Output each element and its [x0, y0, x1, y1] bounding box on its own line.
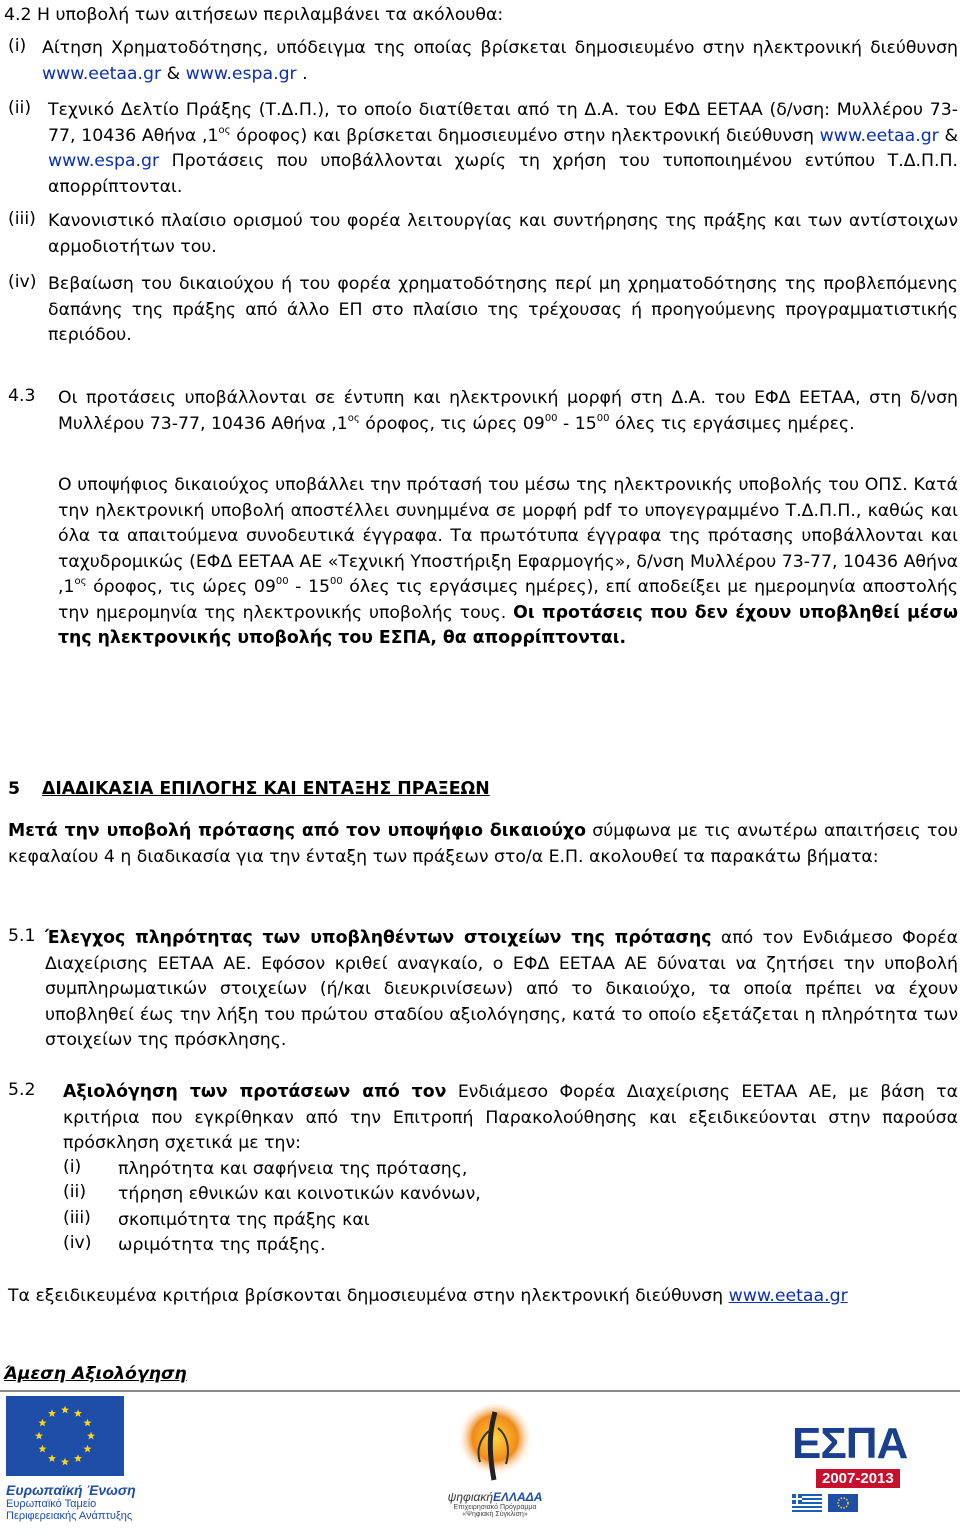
superscript: 00 [329, 576, 343, 587]
link-espa[interactable]: www.espa.gr [48, 151, 160, 171]
text: - 15 [557, 413, 597, 434]
digital-greece-title [440, 1490, 550, 1504]
period: . [296, 63, 308, 84]
criteria-list [63, 1157, 958, 1259]
eu-subtitle-2: Περιφερειακής Ανάπτυξης [6, 1510, 133, 1522]
section-body [58, 386, 958, 652]
item-text: σκοπιμότητα της πράξης και [118, 1209, 370, 1230]
espa-years-badge [816, 1469, 900, 1488]
item-number: (iv) [63, 1233, 92, 1253]
digital-figure-icon [450, 1400, 540, 1490]
section-5-1 [8, 926, 958, 1054]
list-item [63, 1208, 958, 1234]
link-eetaa[interactable]: www.eetaa.gr [42, 63, 162, 84]
digital-greece-sub-1: Επιχειρησιακό Πρόγραμμα [453, 1504, 537, 1511]
eu-logo [6, 1396, 146, 1532]
bold-text: Έλεγχος πληρότητας των υποβληθέντων στοιχείων της πρότασης [45, 928, 712, 948]
item-number: (iii) [63, 1207, 91, 1228]
item-text: Βεβαίωση του δικαιούχου ή του φορέα χρηματοδότησης περί μη χρηματοδότησης της προβλεπόμενης δαπάνης της πράξης από άλλο ΕΠ στο πλαίσιο της τρέχουσας ή προηγούμενης προγραμματιστικής περιόδου. [48, 274, 958, 345]
section-4-2-heading: 4.2 Η υποβολή των αιτήσεων περιλαμβάνει τα ακόλουθα: [4, 5, 504, 25]
direct-evaluation-heading [4, 1362, 187, 1388]
superscript: 00 [544, 412, 558, 424]
list-item-4-2-i [8, 36, 958, 87]
section-4-3-paragraph-2 [58, 473, 958, 652]
item-number: (i) [8, 36, 27, 56]
item-number: (ii) [8, 98, 32, 118]
digital-greece-logo [440, 1400, 550, 1532]
digital-greece-sub-2: «Ψηφιακή Σύγκλιση» [462, 1511, 528, 1518]
ampersand: & [938, 125, 958, 146]
section-number: 5.2 [8, 1080, 36, 1100]
link-espa[interactable]: www.espa.gr [185, 63, 297, 84]
item-text: πληρότητα και σαφήνεια της πρότασης, [118, 1158, 468, 1179]
section-5-2-text [63, 1080, 958, 1157]
item-text: Κανονιστικό πλαίσιο ορισμού του φορέα λειτουργίας και συντήρησης της πράξης και των αντίστοιχων αρμοδιοτήτων του. [48, 211, 958, 257]
item-text-part: Προτάσεις που υποβάλλονται χωρίς τη χρήση του τυποποιημένου εντύπου Τ.Δ.Π.Π. απορρίπτονται. [48, 151, 958, 197]
superscript: ος [347, 412, 360, 424]
section-number: 4.3 [8, 386, 36, 406]
footer-divider [0, 1390, 960, 1392]
section-number: 5 [8, 779, 21, 799]
espa-logo [792, 1420, 952, 1530]
section-4-3 [8, 386, 958, 652]
list-item-4-2-iii [8, 209, 958, 260]
section-5-2 [8, 1080, 958, 1259]
text: - 15 [288, 577, 330, 597]
text: όλες τις εργάσιμες ημέρες), επί αποδείξει με ημερομηνία αποστολής την ημερομηνία της ηλεκτρονικής υποβολής τους. [58, 577, 958, 623]
text: Ενδιάμεσο Φορέα Διαχείρισης ΕΕΤΑΑ ΑΕ, με βάση τα κριτήρια που εγκρίθηκαν από την Επιτροπή Παρακολούθησης και εξειδικεύονται στην παρούσα πρόσκληση σχετικά με την: [63, 1082, 958, 1153]
eu-subtitle-1: Ευρωπαϊκό Ταμείο [6, 1498, 97, 1510]
bold-text: Αξιολόγηση των προτάσεων από τον [63, 1082, 447, 1102]
text: Τα εξειδικευμένα κριτήρια βρίσκονται δημοσιευμένα στην ηλεκτρονική διεύθυνση [8, 1286, 729, 1306]
section-5-1-text [45, 926, 958, 1054]
bold-text: Μετά την υποβολή πρότασης από τον υποψήφιο δικαιούχο [8, 821, 586, 841]
item-text: τήρηση εθνικών και κοινοτικών κανόνων, [118, 1184, 481, 1204]
ampersand: & [161, 63, 186, 84]
text: Ο υποψήφιος δικαιούχος υποβάλλει την πρότασή του μέσω της ηλεκτρονικής υποβολής του ΟΠΣ. Κατά την ηλεκτρονική υποβολή αποστέλλει συνημμένα σε μορφή pdf το υπογεγραμμένο Τ.Δ.Π.Π., καθώς και όλα τα απαιτούμενα συνοδευτικά έγγραφα. Τα πρωτότυπα έγγραφα της πρότασης υποβάλλονται και ταχυδρομικώς (ΕΦΔ ΕΕΤΑΑ ΑΕ «Τεχνική Υποστήριξη Εφαρμογής», δ/νση Μυλλέρου 73-77, 10436 Αθήνα ,1 [58, 475, 958, 597]
item-text: ωριμότητα της πράξης. [118, 1235, 326, 1255]
text: από τον Ενδιάμεσο Φορέα Διαχείρισης ΕΕΤΑΑ ΑΕ. Εφόσον κριθεί αναγκαίο, ο ΕΦΔ ΕΕΤΑΑ ΑΕ δύναται να ζητήσει την υποβολή συμπληρωματικών στοιχείων (ή/και διευκρινίσεων) από το δικαιούχο, τα οποία πρέπει να έχουν υποβληθεί έως την λήξη του πρώτου σταδίου αξιολόγησης, κατά το οποίο εξετάζεται η πληρότητα των στοιχείων της πρόσκλησης. [45, 928, 958, 1050]
greek-flag-icon [792, 1494, 822, 1512]
superscript: ος [74, 576, 87, 587]
superscript: ος [218, 124, 231, 136]
title-part: ΕΛΛΑΔΑ [493, 1490, 543, 1504]
item-number: (iv) [8, 272, 37, 292]
item-text-part: όροφος) και βρίσκεται δημοσιευμένο στην ηλεκτρονική διεύθυνση [230, 125, 820, 146]
item-number: (iii) [8, 209, 36, 229]
section-5-intro [8, 819, 958, 870]
section-4-3-paragraph-1 [58, 386, 958, 437]
text: όλες τις εργάσιμες ημέρες. [609, 413, 855, 434]
eu-title: Ευρωπαϊκή Ένωση [6, 1482, 136, 1498]
item-number: (ii) [63, 1182, 87, 1202]
list-item [63, 1157, 958, 1183]
bold-italic-text: Άμεση Αξιολόγηση [4, 1364, 187, 1384]
item-text-part: Αίτηση Χρηματοδότησης, υπόδειγμα της οποίας βρίσκεται δημοσιευμένο στην ηλεκτρονική διεύθυνση [42, 38, 958, 58]
bold-text: Οι προτάσεις που δεν έχουν υποβληθεί μέσω της ηλεκτρονικής υποβολής του ΕΣΠΑ, θα απορρίπτονται. [58, 602, 958, 648]
criteria-note [8, 1284, 958, 1310]
list-item-4-2-iv [8, 272, 958, 349]
superscript: 00 [596, 412, 610, 424]
list-item [63, 1233, 958, 1259]
link-eetaa[interactable]: www.eetaa.gr [728, 1286, 848, 1306]
item-number: (i) [63, 1156, 82, 1177]
text: όροφος, τις ώρες 09 [359, 413, 545, 434]
item-text [48, 98, 958, 200]
list-item [63, 1182, 958, 1208]
section-number: 5.1 [8, 926, 36, 946]
espa-flags [792, 1494, 952, 1512]
superscript: 00 [275, 576, 289, 587]
item-text-part: Τεχνικό Δελτίο Πράξης (Τ.Δ.Π.), το οποίο διατίθεται από τη Δ.Α. του ΕΦΔ ΕΕΤΑΑ (δ/νση: Μυλλέρου 73-77, 10436 Αθήνα ,1 [48, 100, 958, 146]
text: σύμφωνα με τις ανωτέρω απαιτήσεις του κεφαλαίου 4 η διαδικασία για την ένταξη των πράξεων στο/α Ε.Π. ακολουθεί τα παρακάτω βήματα: [8, 821, 959, 867]
section-body [63, 1080, 958, 1259]
section-title: ΔΙΑΔΙΚΑΣΙΑ ΕΠΙΛΟΓΗΣ ΚΑΙ ΕΝΤΑΞΗΣ ΠΡΑΞΕΩΝ [42, 779, 490, 799]
link-eetaa[interactable]: www.eetaa.gr [819, 125, 939, 146]
text: όροφος, τις ώρες 09 [86, 577, 276, 597]
item-text [42, 36, 958, 87]
eu-flag-small-icon [828, 1494, 858, 1512]
eu-flag-icon [6, 1396, 124, 1476]
text: Οι προτάσεις υποβάλλονται σε έντυπη και ηλεκτρονική μορφή στη Δ.Α. του ΕΦΔ ΕΕΤΑΑ, στη δ/νση Μυλλέρου 73-77, 10436 Αθήνα ,1 [58, 388, 958, 434]
espa-years: 2007-2013 [822, 1470, 894, 1487]
section-5-heading [8, 779, 958, 799]
title-part: ψηφιακή [447, 1490, 493, 1504]
list-item-4-2-ii [8, 98, 958, 200]
espa-title: ΕΣΠΑ [792, 1419, 908, 1468]
